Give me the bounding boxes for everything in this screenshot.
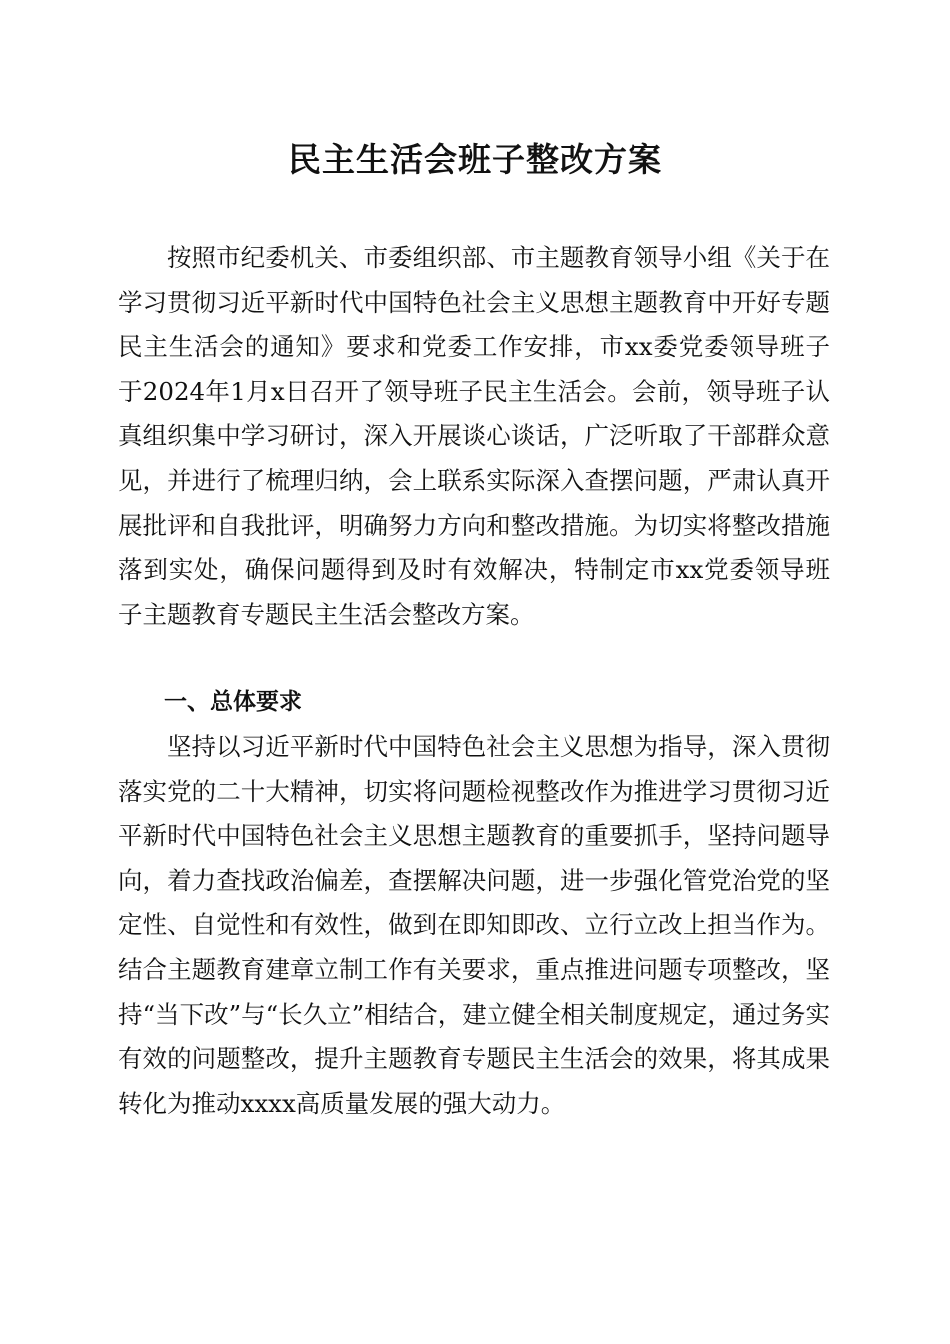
section-heading-overall-requirements: 一、总体要求 xyxy=(164,689,302,715)
document-title: 民主生活会班子整改方案 xyxy=(288,140,662,179)
intro-paragraph: 按照市纪委机关、市委组织部、市主题教育领导小组《关于在学习贯彻习近平新时代中国特色社会主义思想主题教育中开好专题民主生活会的通知》要求和党委工作安排，市xx委党委领导班子于2024年1月x日召开了领导班子民主生活会。会前，领导班子认真组织集中学习研讨，深入开展谈心谈话，广泛听取了干部群众意见，并进行了梳理归纳，会上联系实际深入查摆问题，严肃认真开展批评和自我批评，明确努力方向和整改措施。为切实将整改措施落到实处，确保问题得到及时有效解决，特制定市xx党委领导班子主题教育专题民主生活会整改方案。 xyxy=(118,243,830,629)
section-1-paragraph: 坚持以习近平新时代中国特色社会主义思想为指导，深入贯彻落实党的二十大精神，切实将问题检视整改作为推进学习贯彻习近平新时代中国特色社会主义思想主题教育的重要抓手，坚持问题导向，着力查找政治偏差，查摆解决问题，进一步强化管党治党的坚定性、自觉性和有效性，做到在即知即改、立行立改上担当作为。结合主题教育建章立制工作有关要求，重点推进问题专项整改，坚持“当下改”与“长久立”相结合，建立健全相关制度规定，通过务实有效的问题整改，提升主题教育专题民主生活会的效果，将其成果转化为推动xxxx高质量发展的强大动力。 xyxy=(118,732,830,1118)
